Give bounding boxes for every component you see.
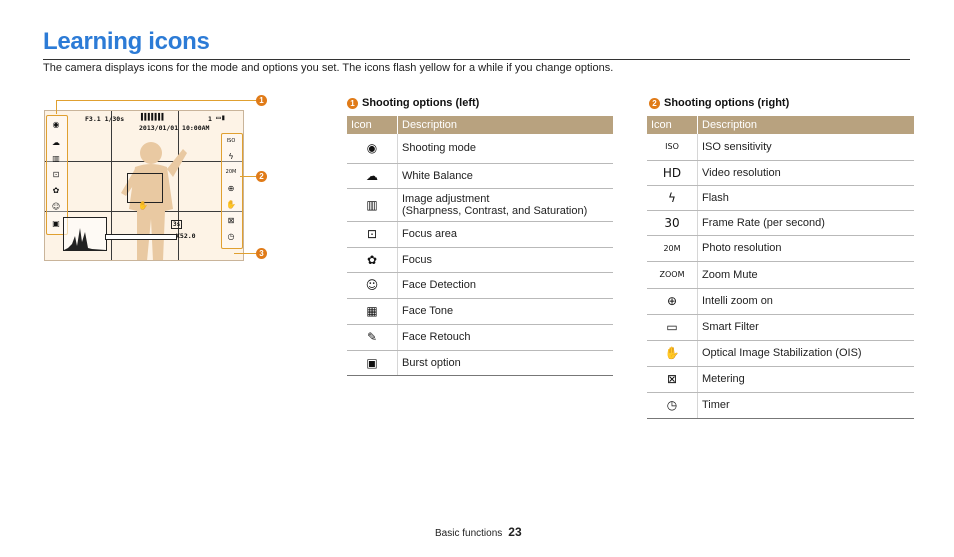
ois-icon: ✋	[647, 340, 698, 366]
table-row	[647, 235, 914, 261]
option-description	[698, 314, 915, 340]
histogram-graph-icon	[64, 218, 106, 250]
zoom-mute-icon: ZOOM	[647, 261, 698, 288]
right-icon-group	[221, 133, 243, 249]
zoom-ratio: X52.0	[176, 232, 196, 240]
option-description	[398, 298, 614, 324]
description-subtext: (Sharpness, Contrast, and Saturation)	[402, 204, 588, 217]
timer-display-icon: 3s	[173, 221, 181, 228]
table-row	[647, 134, 914, 160]
table-row	[347, 298, 613, 324]
description-text: Metering	[702, 373, 745, 385]
option-description	[398, 163, 614, 188]
focus-icon: ✿	[52, 186, 60, 195]
white-balance-icon: ☁	[347, 163, 398, 188]
marker-3-leader	[234, 253, 256, 254]
description-text: Zoom Mute	[702, 268, 758, 281]
section-title: Shooting options (left)	[362, 97, 480, 109]
page-title: Learning icons	[43, 28, 210, 55]
option-description	[398, 134, 614, 163]
table-row	[347, 247, 613, 272]
intelli-zoom-icon: ⊕	[227, 184, 235, 193]
description-text: White Balance	[402, 169, 473, 182]
table-row	[647, 392, 914, 418]
marker-2-leader	[240, 176, 256, 177]
battery-icon: ▭▮	[216, 113, 226, 122]
ois-icon: ✋	[226, 200, 236, 209]
description-text: Burst option	[402, 356, 461, 369]
description-text: Flash	[702, 191, 729, 204]
description-text: Face Detection	[402, 279, 476, 291]
iso-sensitivity-icon: ISO	[226, 138, 236, 144]
ois-screen-icon: ✋	[138, 201, 148, 210]
table-row	[347, 272, 613, 298]
flash-icon: ϟ	[647, 185, 698, 210]
option-description	[698, 392, 915, 418]
section-title: Shooting options (right)	[664, 97, 790, 109]
column-header-icon: Icon	[347, 116, 398, 134]
page-footer	[435, 525, 522, 539]
option-description	[698, 134, 915, 160]
table-row	[347, 324, 613, 350]
table-row	[347, 221, 613, 247]
zoom-bar	[105, 234, 177, 240]
option-description	[398, 188, 614, 221]
intelli-zoom-icon: ⊕	[647, 288, 698, 314]
timer-icon: ◷	[647, 392, 698, 418]
section-marker: 2	[649, 98, 660, 109]
option-description	[698, 210, 915, 235]
focus-frame	[127, 173, 163, 203]
date-time: 2013/01/01 10:00AM	[139, 124, 210, 132]
option-description	[698, 160, 915, 185]
description-text: Focus area	[402, 228, 458, 240]
image-adjustment-icon: ▥	[52, 154, 60, 163]
option-description	[398, 221, 614, 247]
description-text: Photo resolution	[702, 242, 782, 254]
title-divider	[43, 59, 910, 60]
marker-1-leader	[56, 100, 57, 114]
burst-option-icon: ▣	[347, 350, 398, 375]
right-section-heading	[649, 97, 789, 109]
section-marker: 1	[347, 98, 358, 109]
table-row	[347, 188, 613, 221]
option-description	[698, 185, 915, 210]
description-text: Smart Filter	[702, 321, 759, 333]
shooting-mode-icon: ◉	[52, 120, 60, 129]
face-retouch-icon: ✎	[347, 324, 398, 350]
marker-1: 1	[256, 95, 267, 106]
dual-is-icon: ▌▌▌▌▌▌▌	[141, 113, 165, 121]
photo-resolution-icon: 20M	[225, 169, 237, 175]
description-text: Face Retouch	[402, 331, 471, 343]
description-text: Focus	[402, 253, 432, 266]
face-detection-icon: ☺	[51, 202, 61, 211]
marker-2: 2	[256, 171, 267, 182]
description-text: Timer	[702, 399, 730, 411]
description-text: Optical Image Stabilization (OIS)	[702, 347, 862, 359]
option-description	[698, 340, 915, 366]
shots-remaining: 1	[208, 115, 212, 123]
camera-screen	[44, 110, 244, 261]
photo-resolution-icon: 20M	[647, 235, 698, 261]
table-row	[347, 134, 613, 163]
focus-icon: ✿	[347, 247, 398, 272]
description-text: Face Tone	[402, 305, 454, 317]
option-description	[398, 324, 614, 350]
option-description	[398, 350, 614, 375]
description-text: Intelli zoom on	[702, 295, 773, 307]
left-options-table	[347, 116, 613, 376]
page-number: 23	[508, 525, 522, 539]
option-description	[398, 247, 614, 272]
table-row	[647, 366, 914, 392]
option-description	[698, 288, 915, 314]
frame-rate-icon: 30	[647, 210, 698, 235]
option-description	[698, 366, 915, 392]
table-row	[647, 340, 914, 366]
table-row	[347, 163, 613, 188]
focus-area-icon: ⊡	[347, 221, 398, 247]
metering-icon: ⊠	[647, 366, 698, 392]
description-text: Frame Rate (per second)	[702, 216, 825, 229]
focus-area-icon: ⊡	[52, 170, 60, 179]
intro-text: The camera displays icons for the mode and options you set. The icons flash yellow for a while if you change options.	[43, 62, 614, 74]
histogram	[63, 217, 107, 251]
table-row	[347, 350, 613, 375]
table-row	[647, 185, 914, 210]
description-text: Video resolution	[702, 166, 781, 179]
option-description	[698, 235, 915, 261]
shooting-mode-icon: ◉	[347, 134, 398, 163]
description-text: ISO sensitivity	[702, 140, 772, 153]
metering-icon: ⊠	[227, 216, 235, 225]
smart-filter-icon: ▭	[647, 314, 698, 340]
table-row	[647, 288, 914, 314]
white-balance-icon: ☁	[52, 138, 60, 147]
option-description	[398, 272, 614, 298]
left-section-heading	[347, 97, 479, 109]
flash-icon: ϟ	[228, 152, 234, 161]
table-row	[647, 160, 914, 185]
footer-section: Basic functions	[435, 528, 503, 539]
timer-icon: ◷	[227, 232, 235, 241]
marker-1-leader	[56, 100, 256, 101]
face-detection-icon: ☺	[347, 272, 398, 298]
marker-3: 3	[256, 248, 267, 259]
aperture-shutter: F3.1 1/30s	[85, 115, 125, 123]
description-text: Shooting mode	[402, 142, 476, 155]
table-row	[647, 314, 914, 340]
face-tone-icon: ▦	[347, 298, 398, 324]
column-header-icon: Icon	[647, 116, 698, 134]
column-header-description: Description	[698, 116, 915, 134]
column-header-description: Description	[398, 116, 614, 134]
iso-sensitivity-icon: ISO	[647, 134, 698, 160]
burst-option-icon: ▣	[52, 219, 60, 228]
table-row	[647, 261, 914, 288]
video-resolution-icon: HD	[647, 160, 698, 185]
image-adjustment-icon: ▥	[347, 188, 398, 221]
option-description	[698, 261, 915, 288]
table-row	[647, 210, 914, 235]
description-text: Image adjustment	[402, 192, 490, 205]
right-options-table	[647, 116, 914, 419]
